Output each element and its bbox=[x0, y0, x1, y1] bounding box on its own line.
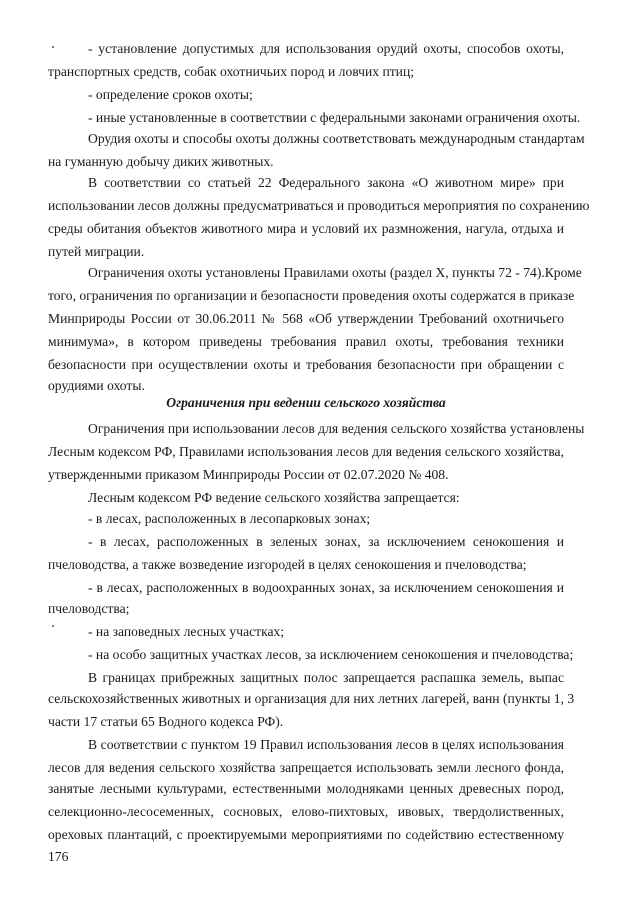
text-line: Ограничения при использовании лесов для ведения сельского хозяйства установлены bbox=[88, 421, 585, 436]
text-line: транспортных средств, собак охотничьих пород и ловчих птиц; bbox=[48, 64, 414, 79]
text-line: части 17 статьи 65 Водного кодекса РФ). bbox=[48, 714, 284, 729]
page-number: 176 bbox=[48, 849, 69, 864]
text-line: - на особо защитных участках лесов, за исключением сенокошения и пчеловодства; bbox=[88, 647, 574, 662]
text-line: В соответствии с пунктом 19 Правил использования лесов в целях использования bbox=[88, 737, 564, 752]
scan-speck bbox=[52, 625, 54, 627]
text-line: Минприроды России от 30.06.2011 № 568 «Об утверждении Требований охотничьего bbox=[48, 311, 564, 326]
text-line: минимума», в котором приведены требования правил охоты, требования техники bbox=[48, 334, 564, 349]
text-line: - на заповедных лесных участках; bbox=[88, 624, 285, 639]
text-line: того, ограничения по организации и безопасности проведения охоты содержатся в приказе bbox=[48, 288, 575, 303]
text-line: - в лесах, расположенных в лесопарковых зонах; bbox=[88, 511, 371, 526]
text-line: пчеловодства; bbox=[48, 601, 130, 616]
section-heading: Ограничения при ведении сельского хозяйства bbox=[166, 395, 446, 410]
text-line: В границах прибрежных защитных полос запрещается распашка земель, выпас bbox=[88, 670, 564, 685]
text-line: лесов для ведения сельского хозяйства запрещается использовать земли лесного фонда, bbox=[48, 760, 564, 775]
text-line: - установление допустимых для использования орудий охоты, способов охоты, bbox=[88, 41, 564, 56]
text-line: - в лесах, расположенных в водоохранных зонах, за исключением сенокошения и bbox=[88, 580, 564, 595]
text-line: сельскохозяйственных животных и организация для них летних лагерей, ванн (пункты 1, 3 bbox=[48, 691, 575, 706]
text-line: занятые лесными культурами, естественными молодняками ценных древесных пород, bbox=[48, 781, 564, 796]
text-line: Лесным кодексом РФ ведение сельского хозяйства запрещается: bbox=[88, 490, 460, 505]
text-line: пчеловодства, а также возведение изгородей в целях сенокошения и пчеловодства; bbox=[48, 557, 527, 572]
text-line: - иные установленные в соответствии с федеральными законами ограничения охоты. bbox=[88, 110, 581, 125]
text-line: селекционно-лесосеменных, сосновых, елово-пихтовых, ивовых, твердолиственных, bbox=[48, 804, 564, 819]
text-line: среды обитания объектов животного мира и условий их размножения, нагула, отдыха и bbox=[48, 221, 564, 236]
text-line: - в лесах, расположенных в зеленых зонах, за исключением сенокошения и bbox=[88, 534, 564, 549]
text-line: Орудия охоты и способы охоты должны соответствовать международным стандартам bbox=[88, 131, 585, 146]
text-line: - определение сроков охоты; bbox=[88, 87, 253, 102]
text-line: безопасности при осуществлении охоты и требования безопасности при обращении с bbox=[48, 357, 564, 372]
text-line: В соответствии со статьей 22 Федерального закона «О животном мире» при bbox=[88, 175, 564, 190]
scan-speck bbox=[52, 46, 54, 48]
text-line: орудиями охоты. bbox=[48, 378, 145, 393]
text-line: утвержденными приказом Минприроды России от 02.07.2020 № 408. bbox=[48, 467, 449, 482]
text-line: Ограничения охоты установлены Правилами охоты (раздел X, пункты 72 - 74).Кроме bbox=[88, 265, 582, 280]
text-line: использовании лесов должны предусматриваться и проводиться мероприятия по сохранению bbox=[48, 198, 590, 213]
text-line: на гуманную добычу диких животных. bbox=[48, 154, 274, 169]
text-line: Лесным кодексом РФ, Правилами использования лесов для ведения сельского хозяйства, bbox=[48, 444, 564, 459]
text-line: ореховых плантаций, с проектируемыми мероприятиями по содействию естественному bbox=[48, 827, 564, 842]
text-line: путей миграции. bbox=[48, 244, 145, 259]
